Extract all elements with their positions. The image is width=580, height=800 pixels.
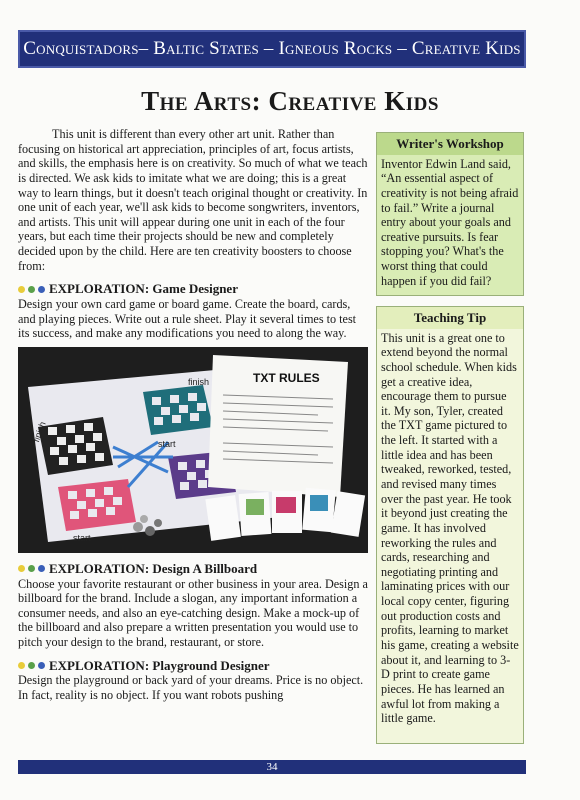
level-dots-icon: [18, 662, 45, 669]
exploration-text: Design the playground or back yard of your dreams. Price is no object. In fact, reality is no object. If you want robots pushing: [18, 673, 364, 702]
exploration-title: EXPLORATION: Playground Designer: [49, 657, 270, 673]
exploration-heading-2: [18, 561, 368, 577]
yellow-dot-icon: [18, 662, 25, 669]
board-label-finish-1: finish: [188, 376, 210, 387]
teaching-tip-text: This unit is a great one to extend beyond the normal school schedule. When kids get a creative idea, encourage them to pursue it. My son, Tyler, created the TXT game pictured to the left. It started with a little idea and has been tweaked, reworked, tested, and revised many times over the past year. He took it beyond just creating the game. It has involved reworking the rules and cards, researching and negotiating printing and laminating prices with our local copy center, figuring out production costs and profits, learning to market his game, creating a website about it, and learning to 3-D print to create game pieces. He has learned an awful lot from making a little game.: [381, 330, 519, 726]
page-number: 34: [266, 761, 278, 773]
writers-workshop-title: Writer's Workshop: [377, 133, 523, 155]
game-photo: [18, 347, 368, 553]
checker-black-patch: [38, 417, 113, 475]
unit-banner-text: Conquistadors– Baltic States – Igneous Rocks – Creative Kids: [23, 38, 521, 59]
exploration-text: Choose your favorite restaurant or other business in your area. Design a billboard for the brand. Include a slogan, any important information a consumer needs, and also an eye-catching design. Make a mock-up of the billboard and also prepare a written presentation you would use to pitch your design to the brand, restaurant, or store.: [18, 576, 368, 650]
board-label-finish-2: finish: [31, 420, 48, 444]
unit-banner: [18, 30, 526, 68]
teaching-tip-box: [376, 306, 524, 744]
exploration-title: EXPLORATION: Game Designer: [49, 281, 238, 297]
green-dot-icon: [28, 286, 35, 293]
exploration-heading-3: [18, 658, 368, 674]
writers-workshop-box: [376, 132, 524, 296]
exploration-heading-1: [18, 281, 368, 297]
green-dot-icon: [28, 565, 35, 572]
blue-dot-icon: [38, 286, 45, 293]
game-board-illustration: [18, 347, 368, 553]
exploration-text: Design your own card game or board game. Create the board, cards, and playing pieces. Write out a rule sheet. Play it several times to test its success, and make any modifications you need to along the way.: [18, 297, 357, 341]
page-footer: [18, 760, 526, 774]
writers-workshop-text: Inventor Edwin Land said, “An essential aspect of creativity is not being afraid to fail.” Write a journal entry about your goals and creative pursuits. Is fear stopping you? What's the worst thing that could happen if you did fail?: [381, 156, 519, 288]
blue-dot-icon: [38, 662, 45, 669]
main-column: [18, 127, 368, 703]
level-dots-icon: [18, 286, 45, 293]
rules-sheet-title: TXT RULES: [253, 370, 320, 385]
checker-pink-patch: [58, 479, 136, 531]
board-label-start-1: start: [158, 438, 176, 449]
level-dots-icon: [18, 565, 45, 572]
page-title: The Arts: Creative Kids: [141, 86, 439, 116]
intro-paragraph: This unit is different than every other art unit. Rather than focusing on historical art appreciation, principles of art, focus artists, and skills, the emphasis here is on creativity. So much of what we teach is directed. We ask kids to imitate what we are doing; this is a great way to learn things, but it doesn't teach original thought or creativity. In one unit of each year, we'll ask kids to become songwriters, inventors, and artists. This unit will appear during one unit in each of the four years, but each time their projects should be new and completely decided upon by the child. Here are ten creativity boosters to choose from:: [18, 127, 368, 273]
yellow-dot-icon: [18, 565, 25, 572]
green-dot-icon: [28, 662, 35, 669]
checker-teal-patch: [143, 385, 213, 435]
blue-dot-icon: [38, 565, 45, 572]
yellow-dot-icon: [18, 286, 25, 293]
exploration-title: EXPLORATION: Design A Billboard: [49, 560, 258, 576]
board-label-start-2: start: [73, 532, 91, 543]
teaching-tip-title: Teaching Tip: [377, 307, 523, 329]
